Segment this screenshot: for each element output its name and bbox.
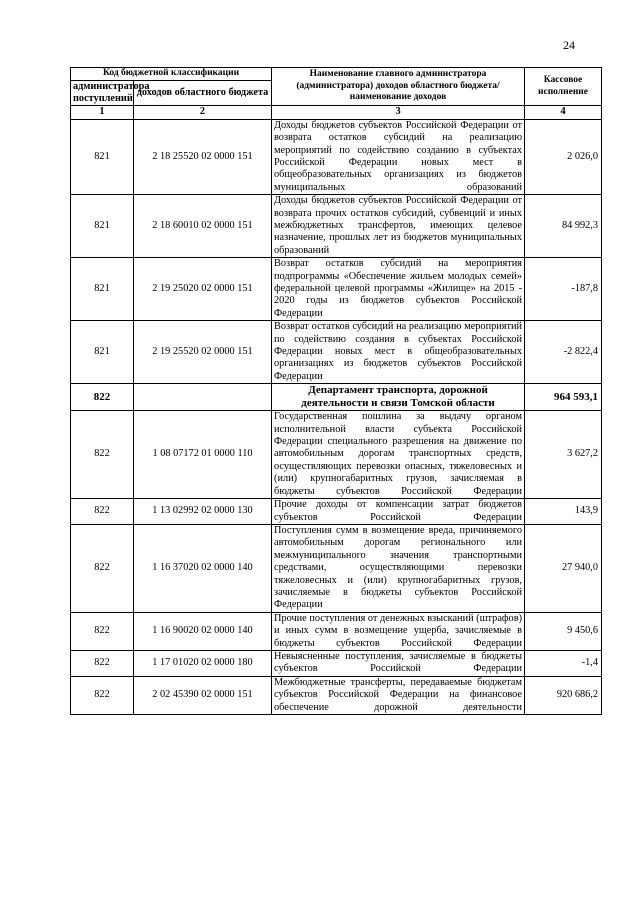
column-number: 4 — [525, 106, 602, 119]
income-name-cell: Невыясненные поступления, зачисляемые в бюджеты субъектов Российской Федерации — [272, 650, 525, 676]
income-code-cell: 1 08 07172 01 0000 110 — [134, 411, 272, 499]
admin-code-cell: 822 — [71, 524, 134, 612]
income-name-cell: Департамент транспорта, дорожной деятельности и связи Томской области — [272, 384, 525, 411]
table-row — [71, 321, 602, 384]
table-row — [71, 612, 602, 650]
income-code-cell: 1 16 90020 02 0000 140 — [134, 612, 272, 650]
income-name-cell: Доходы бюджетов субъектов Российской Федерации от возврата остатков субсидий на реализацию мероприятий по содействию созданию в субъектах Российской Федерации новых мест в общеобразовательных организациях из бюджетов муниципальных образований — [272, 119, 525, 194]
header-classification-code: Код бюджетной классификации — [71, 68, 272, 81]
income-code-cell — [134, 384, 272, 411]
column-number: 3 — [272, 106, 525, 119]
amount-cell: 9 450,6 — [525, 612, 602, 650]
income-code-cell: 2 02 45390 02 0000 151 — [134, 676, 272, 714]
table-header-row — [71, 68, 602, 81]
header-amount: Кассовое исполнение — [525, 68, 602, 106]
admin-code-cell: 822 — [71, 676, 134, 714]
header-admin-code: администратора поступлений — [71, 80, 134, 106]
table-row — [71, 499, 602, 525]
income-name-cell: Поступления сумм в возмещение вреда, причиняемого автомобильным дорогам регионального или межмуниципального значения транспортными средствами, осуществляющими перевозки тяжеловесных и (или) крупногабаритных грузов, зачисляемые в бюджеты субъектов Российской Федерации — [272, 524, 525, 612]
amount-cell: 143,9 — [525, 499, 602, 525]
column-number: 2 — [134, 106, 272, 119]
income-code-cell: 2 18 25520 02 0000 151 — [134, 119, 272, 194]
admin-code-cell: 822 — [71, 384, 134, 411]
amount-cell: 964 593,1 — [525, 384, 602, 411]
table-row — [71, 676, 602, 714]
header-income-code: доходов областного бюджета — [134, 80, 272, 106]
income-name-cell: Прочие поступления от денежных взысканий (штрафов) и иных сумм в возмещение ущерба, зачисляемые в бюджеты субъектов Российской Федерации — [272, 612, 525, 650]
table-row — [71, 195, 602, 258]
income-code-cell: 2 19 25520 02 0000 151 — [134, 321, 272, 384]
admin-code-cell: 822 — [71, 650, 134, 676]
table-row — [71, 411, 602, 499]
income-name-cell: Государственная пошлина за выдачу органом исполнительной власти субъекта Российской Федерации специального разрешения на движение по автомобильным дорогам транспортных средств, осуществляющих перевозки опасных, тяжеловесных и (или) крупногабаритных грузов, зачисляемая в бюджеты субъектов Российской Федерации — [272, 411, 525, 499]
amount-cell: 2 026,0 — [525, 119, 602, 194]
table-row — [71, 650, 602, 676]
admin-code-cell: 822 — [71, 411, 134, 499]
budget-table — [70, 67, 602, 715]
admin-code-cell: 822 — [71, 612, 134, 650]
amount-cell: -1,4 — [525, 650, 602, 676]
amount-cell: 27 940,0 — [525, 524, 602, 612]
income-code-cell: 2 18 60010 02 0000 151 — [134, 195, 272, 258]
table-row — [71, 119, 602, 194]
amount-cell: 920 686,2 — [525, 676, 602, 714]
admin-code-cell: 821 — [71, 258, 134, 321]
income-name-cell: Прочие доходы от компенсации затрат бюджетов субъектов Российской Федерации — [272, 499, 525, 525]
income-code-cell: 1 16 37020 02 0000 140 — [134, 524, 272, 612]
income-name-cell: Возврат остатков субсидий на реализацию мероприятий по содействию создания в субъектах Российской Федерации новых мест в общеобразовательных организациях из бюджетов субъектов Российской Федерации — [272, 321, 525, 384]
income-name-cell: Межбюджетные трансферты, передаваемые бюджетам субъектов Российской Федерации на финансовое обеспечение дорожной деятельности — [272, 676, 525, 714]
table-row — [71, 258, 602, 321]
column-number: 1 — [71, 106, 134, 119]
department-row — [71, 384, 602, 411]
admin-code-cell: 821 — [71, 321, 134, 384]
admin-code-cell: 821 — [71, 195, 134, 258]
column-number-row — [71, 106, 602, 119]
page-number: 24 — [563, 38, 575, 52]
admin-code-cell: 822 — [71, 499, 134, 525]
amount-cell: 84 992,3 — [525, 195, 602, 258]
admin-code-cell: 821 — [71, 119, 134, 194]
income-code-cell: 1 17 01020 02 0000 180 — [134, 650, 272, 676]
amount-cell: 3 627,2 — [525, 411, 602, 499]
table-row — [71, 524, 602, 612]
income-code-cell: 1 13 02992 02 0000 130 — [134, 499, 272, 525]
header-name: Наименование главного администратора (администратора) доходов областного бюджета/ наименование доходов — [272, 68, 525, 106]
income-code-cell: 2 19 25020 02 0000 151 — [134, 258, 272, 321]
amount-cell: -187,8 — [525, 258, 602, 321]
income-name-cell: Возврат остатков субсидий на мероприятия подпрограммы «Обеспечение жильем молодых семей» федеральной целевой программы «Жилище» на 2015 - 2020 годы из бюджетов субъектов Российской Федерации — [272, 258, 525, 321]
amount-cell: -2 822,4 — [525, 321, 602, 384]
income-name-cell: Доходы бюджетов субъектов Российской Федерации от возврата прочих остатков субсидий, субвенций и иных межбюджетных трансфертов, имеющих целевое назначение, прошлых лет из бюджетов муниципальных образований — [272, 195, 525, 258]
